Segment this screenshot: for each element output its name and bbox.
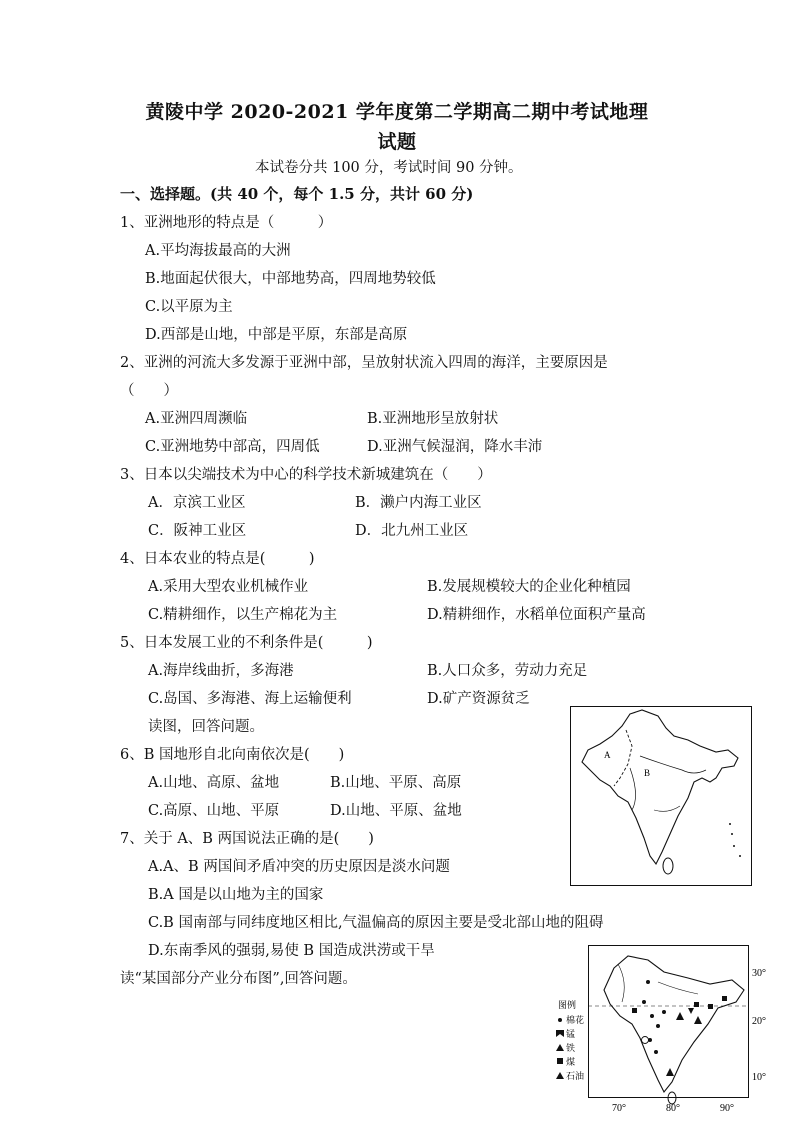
industry-distribution-map (548, 942, 778, 1114)
q7-option-b: B.A 国是以山地为主的国家 (148, 887, 324, 903)
q3-option-a: A．京滨工业区 (148, 495, 246, 511)
lon-label: 70° (612, 1103, 626, 1114)
q3-option-d: D．北九州工业区 (355, 523, 469, 539)
q5-option-d: D.矿产资源贫乏 (427, 691, 530, 707)
q1-stem: 1、亚洲地形的特点是（ ） (120, 215, 333, 231)
exam-title-line2: 试题 (377, 131, 417, 153)
q5-option-c: C.岛国、多海港、海上运输便利 (148, 691, 352, 707)
section-heading: 一、选择题。(共 40 个，每个 1.5 分，共计 60 分) (120, 185, 474, 203)
read-map-instruction: 读图，回答问题。 (148, 719, 264, 735)
q4-option-b: B.发展规模较大的企业化种植园 (427, 579, 631, 595)
q4-option-c: C.精耕细作，以生产棉花为主 (148, 607, 338, 623)
legend-item: 煤 (566, 1058, 576, 1068)
q2-stem-bracket: （ ） (120, 383, 178, 399)
q2-option-b: B.亚洲地形呈放射状 (367, 411, 499, 427)
q4-option-a: A.采用大型农业机械作业 (148, 579, 309, 595)
q1-option-b: B.地面起伏很大，中部地势高，四周地势较低 (145, 271, 436, 287)
legend-item: 棉花 (566, 1016, 585, 1026)
q6-option-c: C.高原、山地、平原 (148, 803, 280, 819)
q3-option-c: C．阪神工业区 (148, 523, 247, 539)
lat-label: 10° (752, 1072, 766, 1083)
south-asia-map (570, 706, 752, 886)
q6-option-b: B.山地、平原、高原 (330, 775, 462, 791)
map-legend (556, 999, 584, 1082)
legend-item: 石油 (566, 1072, 585, 1082)
lon-label: 80° (666, 1103, 680, 1114)
read-map2-instruction: 读“某国部分产业分布图”,回答问题。 (120, 971, 357, 987)
legend-item: 锰 (566, 1030, 576, 1040)
q2-option-d: D.亚洲气候湿润，降水丰沛 (367, 439, 543, 455)
q2-option-a: A.亚洲四周濒临 (145, 411, 248, 427)
q3-stem: 3、日本以尖端技术为中心的科学技术新城建筑在（ ） (120, 467, 492, 483)
q6-option-a: A.山地、高原、盆地 (148, 775, 280, 791)
exam-title: 黄陵中学 2020-2021 学年度第二学期高二期中考试地理 (145, 101, 649, 123)
q7-option-d: D.东南季风的强弱,易使 B 国造成洪涝或干旱 (148, 943, 435, 959)
map-label-a: A (604, 750, 611, 760)
q7-option-c: C.B 国南部与同纬度地区相比,气温偏高的原因主要是受北部山地的阻碍 (148, 915, 604, 931)
lat-label: 30° (752, 968, 766, 979)
exam-intro: 本试卷分共 100 分，考试时间 90 分钟。 (255, 160, 523, 176)
q1-option-a: A.平均海拔最高的大洲 (145, 243, 291, 259)
q7-option-a: A.A、B 两国间矛盾冲突的历史原因是淡水问题 (148, 859, 450, 875)
q2-option-c: C.亚洲地势中部高，四周低 (145, 439, 320, 455)
q6-stem: 6、B 国地形自北向南依次是( ) (120, 747, 345, 763)
q4-stem: 4、日本农业的特点是( ) (120, 551, 315, 567)
map-label-b: B (644, 768, 651, 778)
lat-label: 20° (752, 1016, 766, 1027)
lon-label: 90° (720, 1103, 734, 1114)
legend-title: 图例 (558, 1001, 577, 1011)
q6-option-d: D.山地、平原、盆地 (330, 803, 462, 819)
q4-option-d: D.精耕细作，水稻单位面积产量高 (427, 607, 646, 623)
q1-option-d: D.西部是山地，中部是平原，东部是高原 (145, 327, 408, 343)
q5-option-b: B.人口众多，劳动力充足 (427, 663, 588, 679)
q5-option-a: A.海岸线曲折，多海港 (148, 663, 294, 679)
q5-stem: 5、日本发展工业的不利条件是( ) (120, 635, 373, 651)
q1-option-c: C.以平原为主 (145, 299, 233, 315)
legend-item: 铁 (566, 1044, 576, 1054)
q2-stem: 2、亚洲的河流大多发源于亚洲中部，呈放射状流入四周的海洋，主要原因是 (120, 355, 608, 371)
q7-stem: 7、关于 A、B 两国说法正确的是( ) (120, 831, 374, 847)
q3-option-b: B．濑户内海工业区 (355, 495, 482, 511)
